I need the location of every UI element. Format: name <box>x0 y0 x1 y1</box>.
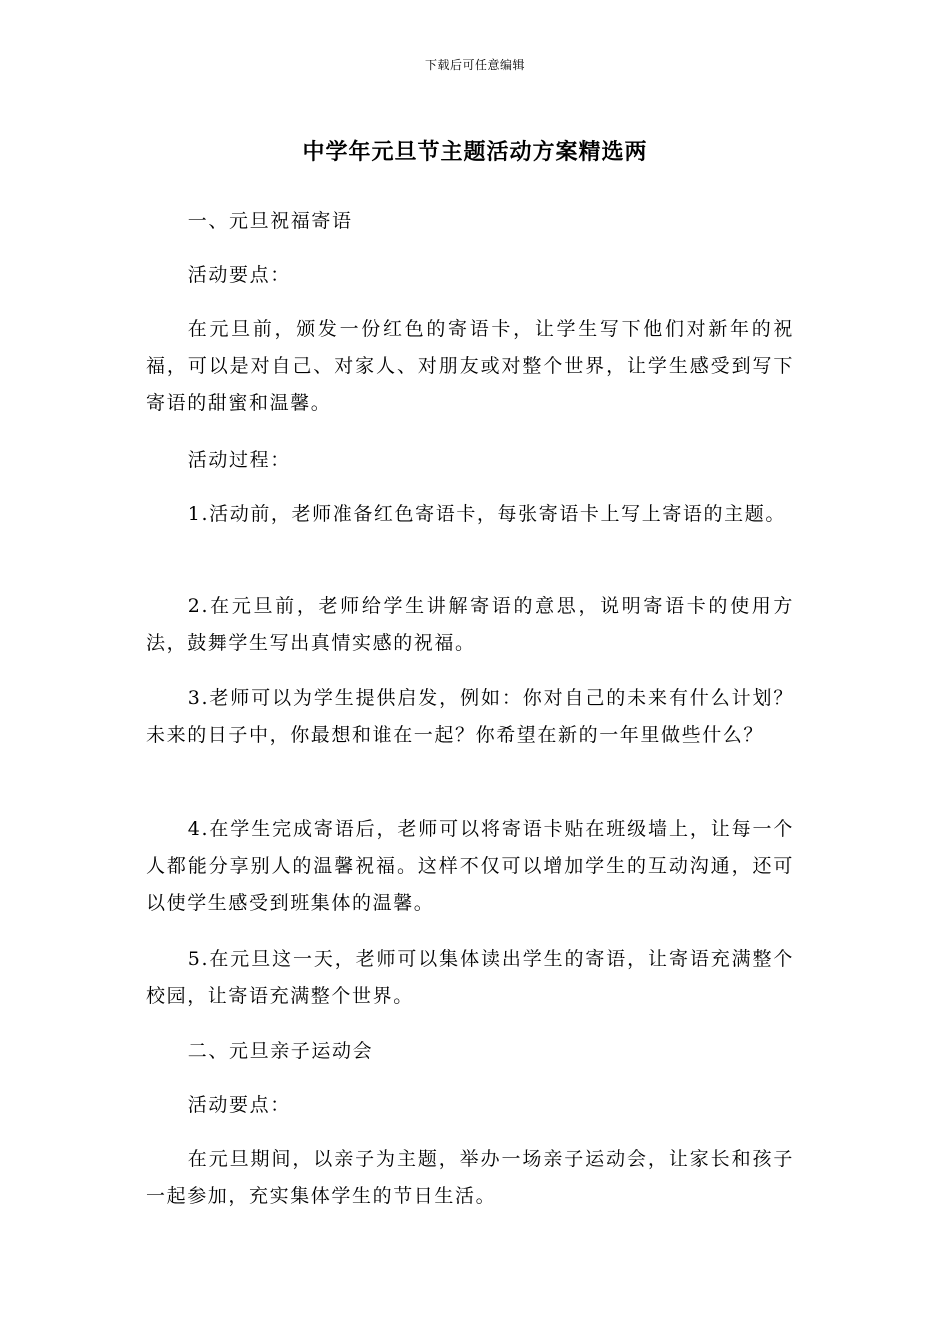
document-title: 中学年元旦节主题活动方案精选两 <box>302 140 648 165</box>
paragraph-activity-points <box>146 311 794 422</box>
paragraph-text: 在元旦期间，以亲子为主题，举办一场亲子运动会，让家长和孩子一起参加，充实集体学生的节日生活。 <box>146 1148 794 1207</box>
list-item-5 <box>146 941 794 1015</box>
list-item-3 <box>146 680 794 754</box>
paragraph-text: 在元旦前，颁发一份红色的寄语卡，让学生写下他们对新年的祝福，可以是对自己、对家人、对朋友或对整个世界，让学生感受到写下寄语的甜蜜和温馨。 <box>146 318 794 414</box>
paragraph-activity-points-2 <box>146 1141 794 1215</box>
list-item-text: 1.活动前，老师准备红色寄语卡，每张寄语卡上写上寄语的主题。 <box>187 503 786 525</box>
list-item-text: 2.在元旦前，老师给学生讲解寄语的意思，说明寄语卡的使用方法，鼓舞学生写出真情实感的祝福。 <box>146 595 794 654</box>
section-1-heading: 一、元旦祝福寄语 <box>187 210 353 232</box>
list-item-text: 4.在学生完成寄语后，老师可以将寄语卡贴在班级墙上，让每一个人都能分享别人的温馨祝福。这样不仅可以增加学生的互动沟通，还可以使学生感受到班集体的温馨。 <box>146 818 794 914</box>
list-item-4 <box>146 811 794 922</box>
activity-points-label-2: 活动要点： <box>187 1094 291 1116</box>
activity-process-label: 活动过程： <box>187 449 291 471</box>
activity-points-label: 活动要点： <box>187 264 291 286</box>
list-item-1 <box>146 496 794 533</box>
section-2-heading: 二、元旦亲子运动会 <box>187 1040 374 1062</box>
list-item-2 <box>146 588 794 662</box>
header-note: 下载后可任意编辑 <box>424 58 525 72</box>
list-item-text: 5.在元旦这一天，老师可以集体读出学生的寄语，让寄语充满整个校园，让寄语充满整个世界。 <box>146 948 794 1007</box>
list-item-text: 3.老师可以为学生提供启发，例如：你对自己的未来有什么计划？未来的日子中，你最想和谁在一起？你希望在新的一年里做些什么？ <box>146 687 794 746</box>
